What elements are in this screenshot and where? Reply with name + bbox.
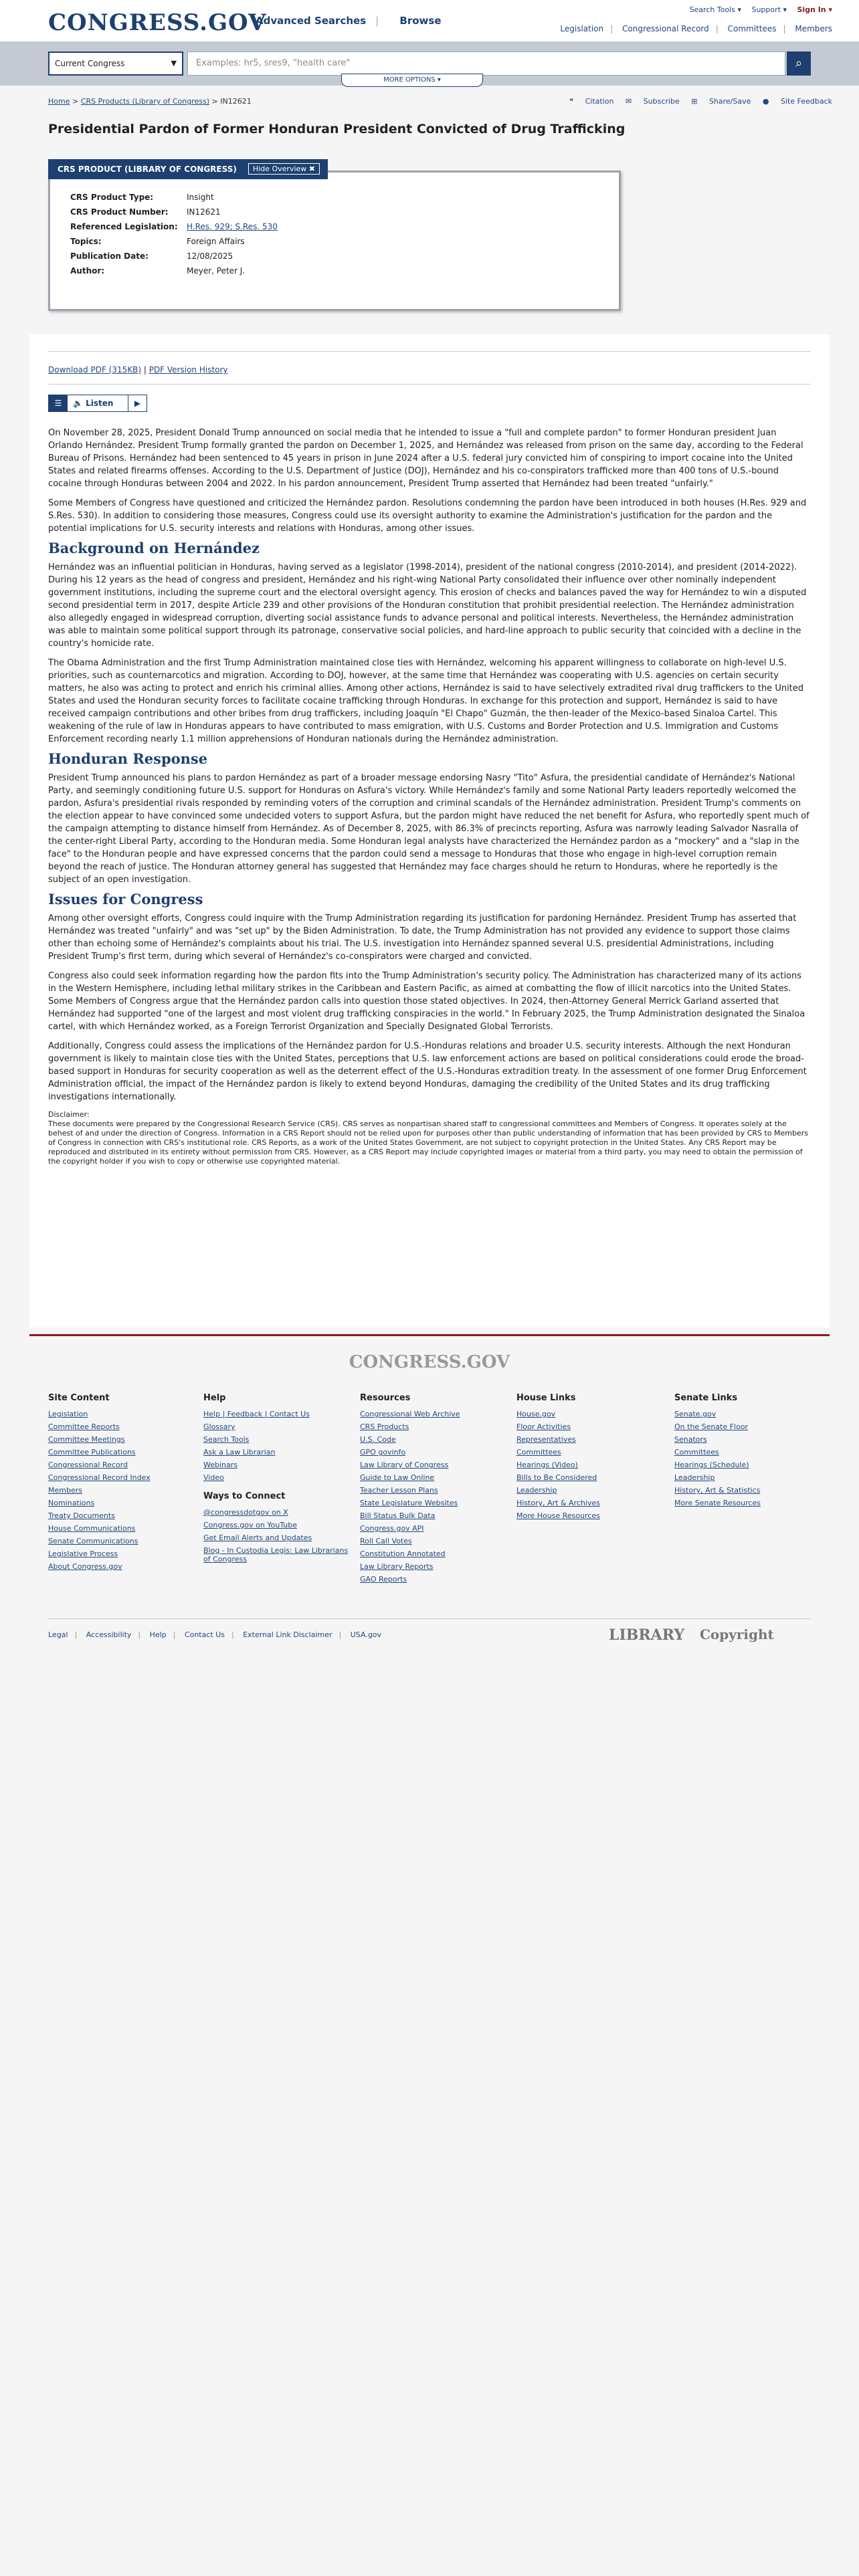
footer-col-resources: Resources Congressional Web Archive CRS Products U.S. Code GPO govinfo Law Library of Congress Guide to Law Online Teacher Lesson Plans State Legislature Websites Bill Status Bulk Data Congress.gov API Roll Call Votes Constitution Annotated Law Library Reports GAO Reports bbox=[360, 1393, 507, 1588]
disclaimer-label: Disclaimer: bbox=[48, 1110, 90, 1119]
footer-link[interactable]: Hearings (Schedule) bbox=[674, 1461, 749, 1469]
footer-link[interactable]: History, Art & Statistics bbox=[674, 1486, 761, 1495]
committees-link[interactable]: Committees bbox=[727, 24, 777, 33]
bottom-links: Legal | Accessibility | Help | Contact Us | External Link Disclaimer | USA.gov bbox=[48, 1630, 382, 1639]
footer-link[interactable]: Representatives bbox=[516, 1435, 576, 1444]
footer-col-senate: Senate Links Senate.gov On the Senate Floor Senators Committees Hearings (Schedule) Leadership History, Art & Statistics More Senate Resources bbox=[674, 1393, 811, 1511]
referenced-legislation-link[interactable]: H.Res. 929; S.Res. 530 bbox=[187, 222, 278, 231]
download-pdf-link[interactable]: Download PDF (315KB) bbox=[48, 365, 142, 374]
help-link[interactable]: Help bbox=[149, 1630, 167, 1639]
footer-link[interactable]: Help | Feedback | Contact Us bbox=[203, 1410, 310, 1418]
footer-link[interactable]: Committees bbox=[516, 1448, 561, 1457]
footer-link[interactable]: Glossary bbox=[203, 1422, 235, 1431]
pdf-history-link[interactable]: PDF Version History bbox=[149, 365, 228, 374]
footer-link[interactable]: Search Tools bbox=[203, 1435, 250, 1444]
footer-link[interactable]: Legislation bbox=[48, 1410, 88, 1418]
site-logo[interactable]: CONGRESS.GOV bbox=[48, 9, 267, 36]
nav-advanced-searches[interactable]: Advanced Searches bbox=[256, 15, 367, 27]
congress-scope-select[interactable]: Current Congress ▼ bbox=[48, 51, 183, 76]
footer-link[interactable]: Congress.gov on YouTube bbox=[203, 1521, 298, 1529]
support-link[interactable]: Support ▾ bbox=[751, 5, 787, 14]
overview-row: CRS Product Number: IN12621 bbox=[70, 207, 221, 217]
footer-link[interactable]: Committee Reports bbox=[48, 1422, 120, 1431]
footer-col-help: Help Help | Feedback | Contact Us Glossary Search Tools Ask a Law Librarian Webinars Video Ways to Connect @congressdotgov on X Congress.gov on YouTube Get Email Alerts and Updates Blog - In Custodia Legis: Law Librarians of Congress bbox=[203, 1393, 351, 1568]
footer-link[interactable]: Floor Activities bbox=[516, 1422, 571, 1431]
breadcrumb-crs-products[interactable]: CRS Products (Library of Congress) bbox=[80, 97, 210, 106]
nav-browse[interactable]: Browse bbox=[399, 15, 442, 27]
overview-row: Topics: Foreign Affairs bbox=[70, 237, 245, 246]
sub-nav: Legislation | Congressional Record | Committees | Members bbox=[560, 24, 832, 33]
sign-in-link[interactable]: Sign In ▾ bbox=[797, 5, 832, 14]
more-options-button[interactable]: MORE OPTIONS ▾ bbox=[341, 74, 483, 87]
divider bbox=[48, 351, 811, 352]
listen-player[interactable] bbox=[48, 395, 147, 412]
breadcrumb: Home > CRS Products (Library of Congress) > IN12621 bbox=[48, 97, 252, 106]
footer-link[interactable]: GPO govinfo bbox=[360, 1448, 406, 1457]
accessibility-link[interactable]: Accessibility bbox=[86, 1630, 132, 1639]
footer-link[interactable]: Teacher Lesson Plans bbox=[360, 1486, 438, 1495]
section-heading: Issues for Congress bbox=[48, 891, 203, 907]
feedback-link[interactable]: ● Site Feedback bbox=[762, 97, 832, 106]
footer-link[interactable]: GAO Reports bbox=[360, 1575, 407, 1584]
divider bbox=[48, 384, 811, 385]
footer-link[interactable]: Treaty Documents bbox=[48, 1511, 115, 1520]
library-of-congress-logo[interactable]: LIBRARY bbox=[609, 1626, 685, 1644]
share-link[interactable]: ⊞ Share/Save bbox=[691, 97, 751, 106]
footer-link[interactable]: Ask a Law Librarian bbox=[203, 1448, 276, 1457]
listen-label: 🔈 Listen bbox=[73, 399, 114, 408]
section-heading: Background on Hernández bbox=[48, 540, 260, 556]
footer-link[interactable]: Leadership bbox=[674, 1473, 715, 1482]
page-title: Presidential Pardon of Former Honduran President Convicted of Drug Trafficking bbox=[48, 122, 626, 136]
footer-link[interactable]: Congressional Web Archive bbox=[360, 1410, 460, 1418]
footer-link[interactable]: Webinars bbox=[203, 1461, 238, 1469]
footer-link[interactable]: Get Email Alerts and Updates bbox=[203, 1533, 312, 1542]
paragraph: President Trump announced his plans to pardon Hernández as part of a broader message endorsing Nasry "Tito" Asfura, the presidential candidate of Hernández's National Party, and seemingly conditioning future U.S. support for Honduras on Asfura's victory. While Hernández's family and some National Party leaders reportedly welcomed the pardon, Asfura's presidential rivals responded by reminding voters of the corruption and criminal scandals of the Hernández administration. President Trump's comments on the election appear to have convinced some undecided voters to support Asfura, but the pardon might have reduced the net benefit for Asfura, who reportedly spent much of the campaign attempting to distance himself from Hernández. As of December 8, 2025, with 86.3% of precincts reporting, Asfura was narrowly leading Salvador Nasralla of the center-right Liberal Party, according to the Honduran media. Some Honduran legal analysts have characterized the Hernández pardon as a "mockery" and a "slap in the face" to the Honduran people and have expressed concerns that the pardon could send a message to Honduras that those who engage in high-level corruption remain beyond the reach of justice. The Honduran attorney general has suggested that Hernández may face charges should he return to Honduras, where he reportedly is the subject of an open investigation. bbox=[48, 773, 809, 885]
paragraph: Among other oversight efforts, Congress could inquire with the Trump Administration regarding its justification for pardoning Hernández. President Trump has asserted that Hernández was treated "unfairly" and was "set up" by the Biden Administration. To date, the Trump Administration has not provided any evidence to support those claims other than echoing some of Hernández's complaints about his trial. The U.S. investigation into Hernández spanned several U.S. presidential Administrations, including President Trump's first term, during which several of Hernández's co-conspirators were charged and convicted. bbox=[48, 914, 797, 962]
overview-tab: CRS PRODUCT (LIBRARY OF CONGRESS) Hide Overview ✖ bbox=[48, 159, 328, 179]
footer-link[interactable]: Congress.gov API bbox=[360, 1524, 424, 1533]
section-heading: Honduran Response bbox=[48, 750, 208, 767]
congressional-record-link[interactable]: Congressional Record bbox=[622, 24, 709, 33]
footer-link[interactable]: Law Library of Congress bbox=[360, 1461, 449, 1469]
footer-link[interactable]: Bills to Be Considered bbox=[516, 1473, 597, 1482]
footer-link[interactable]: More House Resources bbox=[516, 1511, 600, 1520]
site-header bbox=[0, 0, 859, 41]
paragraph: On November 28, 2025, President Donald Trump announced on social media that he intended to issue a "full and complete pardon" to former Honduran president Juan Orlando Hernández. President Trump formally granted the pardon on December 1, 2025, and Hernández was released from prison on the same day, according to the Federal Bureau of Prisons. Hernández had been sentenced to 45 years in prison in June 2024 after a U.S. federal jury convicted him of conspiring to import cocaine into the United States and related firearms offenses. According to the U.S. Department of Justice (DOJ), Hernández and his co-conspirators trafficked more than 400 tons of U.S.-bound cocaine through Honduras between 2004 and 2022. In his pardon announcement, President Trump asserted that Hernández had been treated "unfairly." bbox=[48, 428, 803, 489]
footer-link[interactable]: Guide to Law Online bbox=[360, 1473, 435, 1482]
footer-link[interactable]: History, Art & Archives bbox=[516, 1499, 600, 1507]
overview-row: Publication Date: 12/08/2025 bbox=[70, 251, 233, 261]
footer-link[interactable]: On the Senate Floor bbox=[674, 1422, 749, 1431]
breadcrumb-current: IN12621 bbox=[220, 97, 252, 106]
footer-link[interactable]: Hearings (Video) bbox=[516, 1461, 578, 1469]
external-disclaimer-link[interactable]: External Link Disclaimer bbox=[243, 1630, 332, 1639]
footer-link[interactable]: House Communications bbox=[48, 1524, 136, 1533]
footer-link[interactable]: Roll Call Votes bbox=[360, 1537, 412, 1545]
disclaimer-text: These documents were prepared by the Congressional Research Service (CRS). CRS serves as nonpartisan shared staff to congressional committees and Members of Congress. It operates solely at the behest of and under the direction of Congress. Information in a CRS Report should not be relied upon for purposes other than public understanding of information that has been provided by CRS to Members of Congress in connection with CRS's institutional role. CRS Reports, as a work of the United States Government, are not subject to copyright protection in the United States. Any CRS Report may be reproduced and distributed in its entirety without permission from CRS. However, as a CRS Report may include copyrighted images or material from a third party, you may need to obtain the permission of the copyright holder if you wish to copy or otherwise use copyrighted material. bbox=[48, 1119, 809, 1166]
legislation-link[interactable]: Legislation bbox=[560, 24, 604, 33]
paragraph: The Obama Administration and the first Trump Administration maintained close ties with Hernández, welcoming his apparent willingness to collaborate on high-level U.S. priorities, such as counternarcotics and migration. According to DOJ, however, at the same time that Hernández was cooperating with U.S. agencies on certain security matters, he also was acting to protect and enrich his criminal allies. Among other actions, Hernández is said to have selectively extradited rival drug traffickers to the United States and used the Honduran security forces to facilitate cocaine trafficking through Honduras. In exchange for this protection and support, Hernández is said to have received campaign contributions and other bribes from drug traffickers, including Joaquín "El Chapo" Guzmán, the then-leader of the Mexico-based Sinaloa Cartel. This weakening of the rule of law in Honduras appears to have contributed to mass emigration, with U.S. Customs and Border Protection and U.S. Immigration and Customs Enforcement recording nearly 1.1 million apprehensions of Honduran nationals during the Hernández administration. bbox=[48, 658, 804, 744]
footer-link[interactable]: Committee Meetings bbox=[48, 1435, 125, 1444]
search-input[interactable]: Examples: hr5, sres9, "health care" bbox=[187, 51, 785, 76]
footer-link[interactable]: Nominations bbox=[48, 1499, 95, 1507]
footer-link[interactable]: Senators bbox=[674, 1435, 707, 1444]
download-links: Download PDF (315KB) | PDF Version History bbox=[48, 365, 228, 374]
usa-gov-link[interactable]: USA.gov bbox=[350, 1630, 382, 1639]
footer-logo[interactable]: CONGRESS.GOV bbox=[349, 1352, 510, 1372]
menu-icon[interactable]: ☰ bbox=[49, 395, 68, 411]
footer-divider bbox=[29, 1334, 830, 1336]
footer-link[interactable]: Committee Publications bbox=[48, 1448, 136, 1457]
footer-link[interactable]: CRS Products bbox=[360, 1422, 409, 1431]
article-body bbox=[48, 427, 811, 1166]
subscribe-link[interactable]: ✉ Subscribe bbox=[625, 97, 680, 106]
footer-link[interactable]: Senate Communications bbox=[48, 1537, 138, 1545]
footer-link[interactable]: Bill Status Bulk Data bbox=[360, 1511, 436, 1520]
overview-box bbox=[48, 171, 621, 311]
footer-link[interactable]: Law Library Reports bbox=[360, 1562, 434, 1571]
footer-link[interactable]: Constitution Annotated bbox=[360, 1549, 446, 1558]
footer-link[interactable]: About Congress.gov bbox=[48, 1562, 122, 1571]
page-tools bbox=[560, 97, 832, 106]
footer-link[interactable]: Members bbox=[48, 1486, 82, 1495]
overview-row: CRS Product Type: Insight bbox=[70, 193, 214, 202]
footer-link[interactable]: Senate.gov bbox=[674, 1410, 717, 1418]
footer-col-site-content: Site Content Legislation Committee Reports Committee Meetings Committee Publications Congressional Record Congressional Record Index Members Nominations Treaty Documents House Communications Senate Communications Legislative Process About Congress.gov bbox=[48, 1393, 195, 1575]
overview-row: Referenced Legislation: H.Res. 929; S.Res. 530 bbox=[70, 222, 599, 237]
play-icon[interactable]: ▶ bbox=[128, 395, 147, 411]
contact-link[interactable]: Contact Us bbox=[184, 1630, 225, 1639]
footer-link[interactable]: Congressional Record bbox=[48, 1461, 128, 1469]
overview-row: Author: Meyer, Peter J. bbox=[70, 266, 246, 276]
footer-link[interactable]: U.S. Code bbox=[360, 1435, 396, 1444]
footer-col-house: House Links House.gov Floor Activities Representatives Committees Hearings (Video) Bills to Be Considered Leadership History, Art & Archives More House Resources bbox=[516, 1393, 664, 1524]
footer-link[interactable]: Legislative Process bbox=[48, 1549, 118, 1558]
copyright-office-logo[interactable]: Copyright bbox=[700, 1626, 774, 1642]
footer-link[interactable]: More Senate Resources bbox=[674, 1499, 761, 1507]
main-nav: Advanced Searches | Browse bbox=[256, 15, 442, 27]
breadcrumb-home[interactable]: Home bbox=[48, 97, 70, 106]
paragraph: Hernández was an influential politician in Honduras, having served as a legislator (1998-2014), president of the national congress (2010-2014), and president (2014-2022). During his 12 years as the head of congress and president, Hernández and his right-wing National Party consolidated their influence over other nominally independent government institutions, including the supreme court and the electoral oversight agency. This erosion of checks and balances paved the way for Hernández to win a disputed second presidential term in 2017, despite Article 239 and other provisions of the Honduran constitution that prohibit presidential reelection. The Hernández administration also allegedly engaged in widespread corruption, diverting social assistance funds to advance personal and political interests. Nevertheless, the Hernández administration was able to maintain some political support through its patronage, conservative social policies, and hard-line approach to public security that coincided with a decline in the country's homicide rate. bbox=[48, 562, 807, 649]
paragraph: Some Members of Congress have questioned and criticized the Hernández pardon. Resolutions condemning the pardon have been introduced in both houses (H.Res. 929 and S.Res. 530). In addition to considering those measures, Congress could use its oversight authority to examine the Administration's justification for the pardon and the potential implications for U.S. security interests and relations with Honduras, among other issues. bbox=[48, 498, 807, 534]
footer-link[interactable]: State Legislature Websites bbox=[360, 1499, 458, 1507]
search-button[interactable] bbox=[787, 51, 811, 76]
footer-link[interactable]: Video bbox=[203, 1473, 224, 1482]
hide-overview-button[interactable]: Hide Overview ✖ bbox=[248, 163, 320, 175]
chevron-down-icon: ▼ bbox=[171, 59, 177, 68]
citation-link[interactable]: ❝ Citation bbox=[569, 97, 614, 106]
search-tools-link[interactable]: Search Tools ▾ bbox=[689, 5, 741, 14]
footer-link[interactable]: Leadership bbox=[516, 1486, 557, 1495]
legal-link[interactable]: Legal bbox=[48, 1630, 68, 1639]
divider bbox=[48, 1618, 811, 1619]
footer-link[interactable]: House.gov bbox=[516, 1410, 556, 1418]
footer-link[interactable]: @congressdotgov on X bbox=[203, 1508, 288, 1517]
paragraph: Congress also could seek information regarding how the pardon fits into the Trump Administration's security policy. The Administration has characterized many of its actions in the Western Hemisphere, including lethal military strikes in the Caribbean and Eastern Pacific, as aimed at combatting the flow of illicit narcotics into the United States. Some Members of Congress argue that the Hernández pardon calls into question those stated objectives. In 2024, then-Attorney General Merrick Garland asserted that Hernández had supported "one of the largest and most violent drug trafficking conspiracies in the world." In February 2025, the Trump Administration designated the Sinaloa cartel, with which Hernández worked, as a Foreign Terrorist Organization and Specially Designated Global Terrorists. bbox=[48, 971, 805, 1032]
paragraph: Additionally, Congress could assess the implications of the Hernández pardon for U.S.-Honduras relations and broader U.S. security interests. Although the next Honduran government is likely to maintain close ties with the United States, perceptions that U.S. law enforcement actions are based on political considerations could erode the broad-based support in Honduras for security cooperation as well as the deterrent effect of the U.S.-Honduras extradition treaty. In the assessment of one former Drug Enforcement Administration official, the impact of the Hernández pardon is likely to extend beyond Honduras, damaging the credibility of the United States and its drug trafficking investigations internationally. bbox=[48, 1041, 807, 1102]
utility-links bbox=[682, 5, 832, 14]
members-link[interactable]: Members bbox=[795, 24, 832, 33]
disclaimer bbox=[48, 1110, 811, 1166]
search-icon: ⌕ bbox=[795, 56, 803, 70]
footer-link[interactable]: Blog - In Custodia Legis: Law Librarians of Congress bbox=[203, 1546, 349, 1564]
footer-link[interactable]: Committees bbox=[674, 1448, 719, 1457]
footer-link[interactable]: Congressional Record Index bbox=[48, 1473, 151, 1482]
